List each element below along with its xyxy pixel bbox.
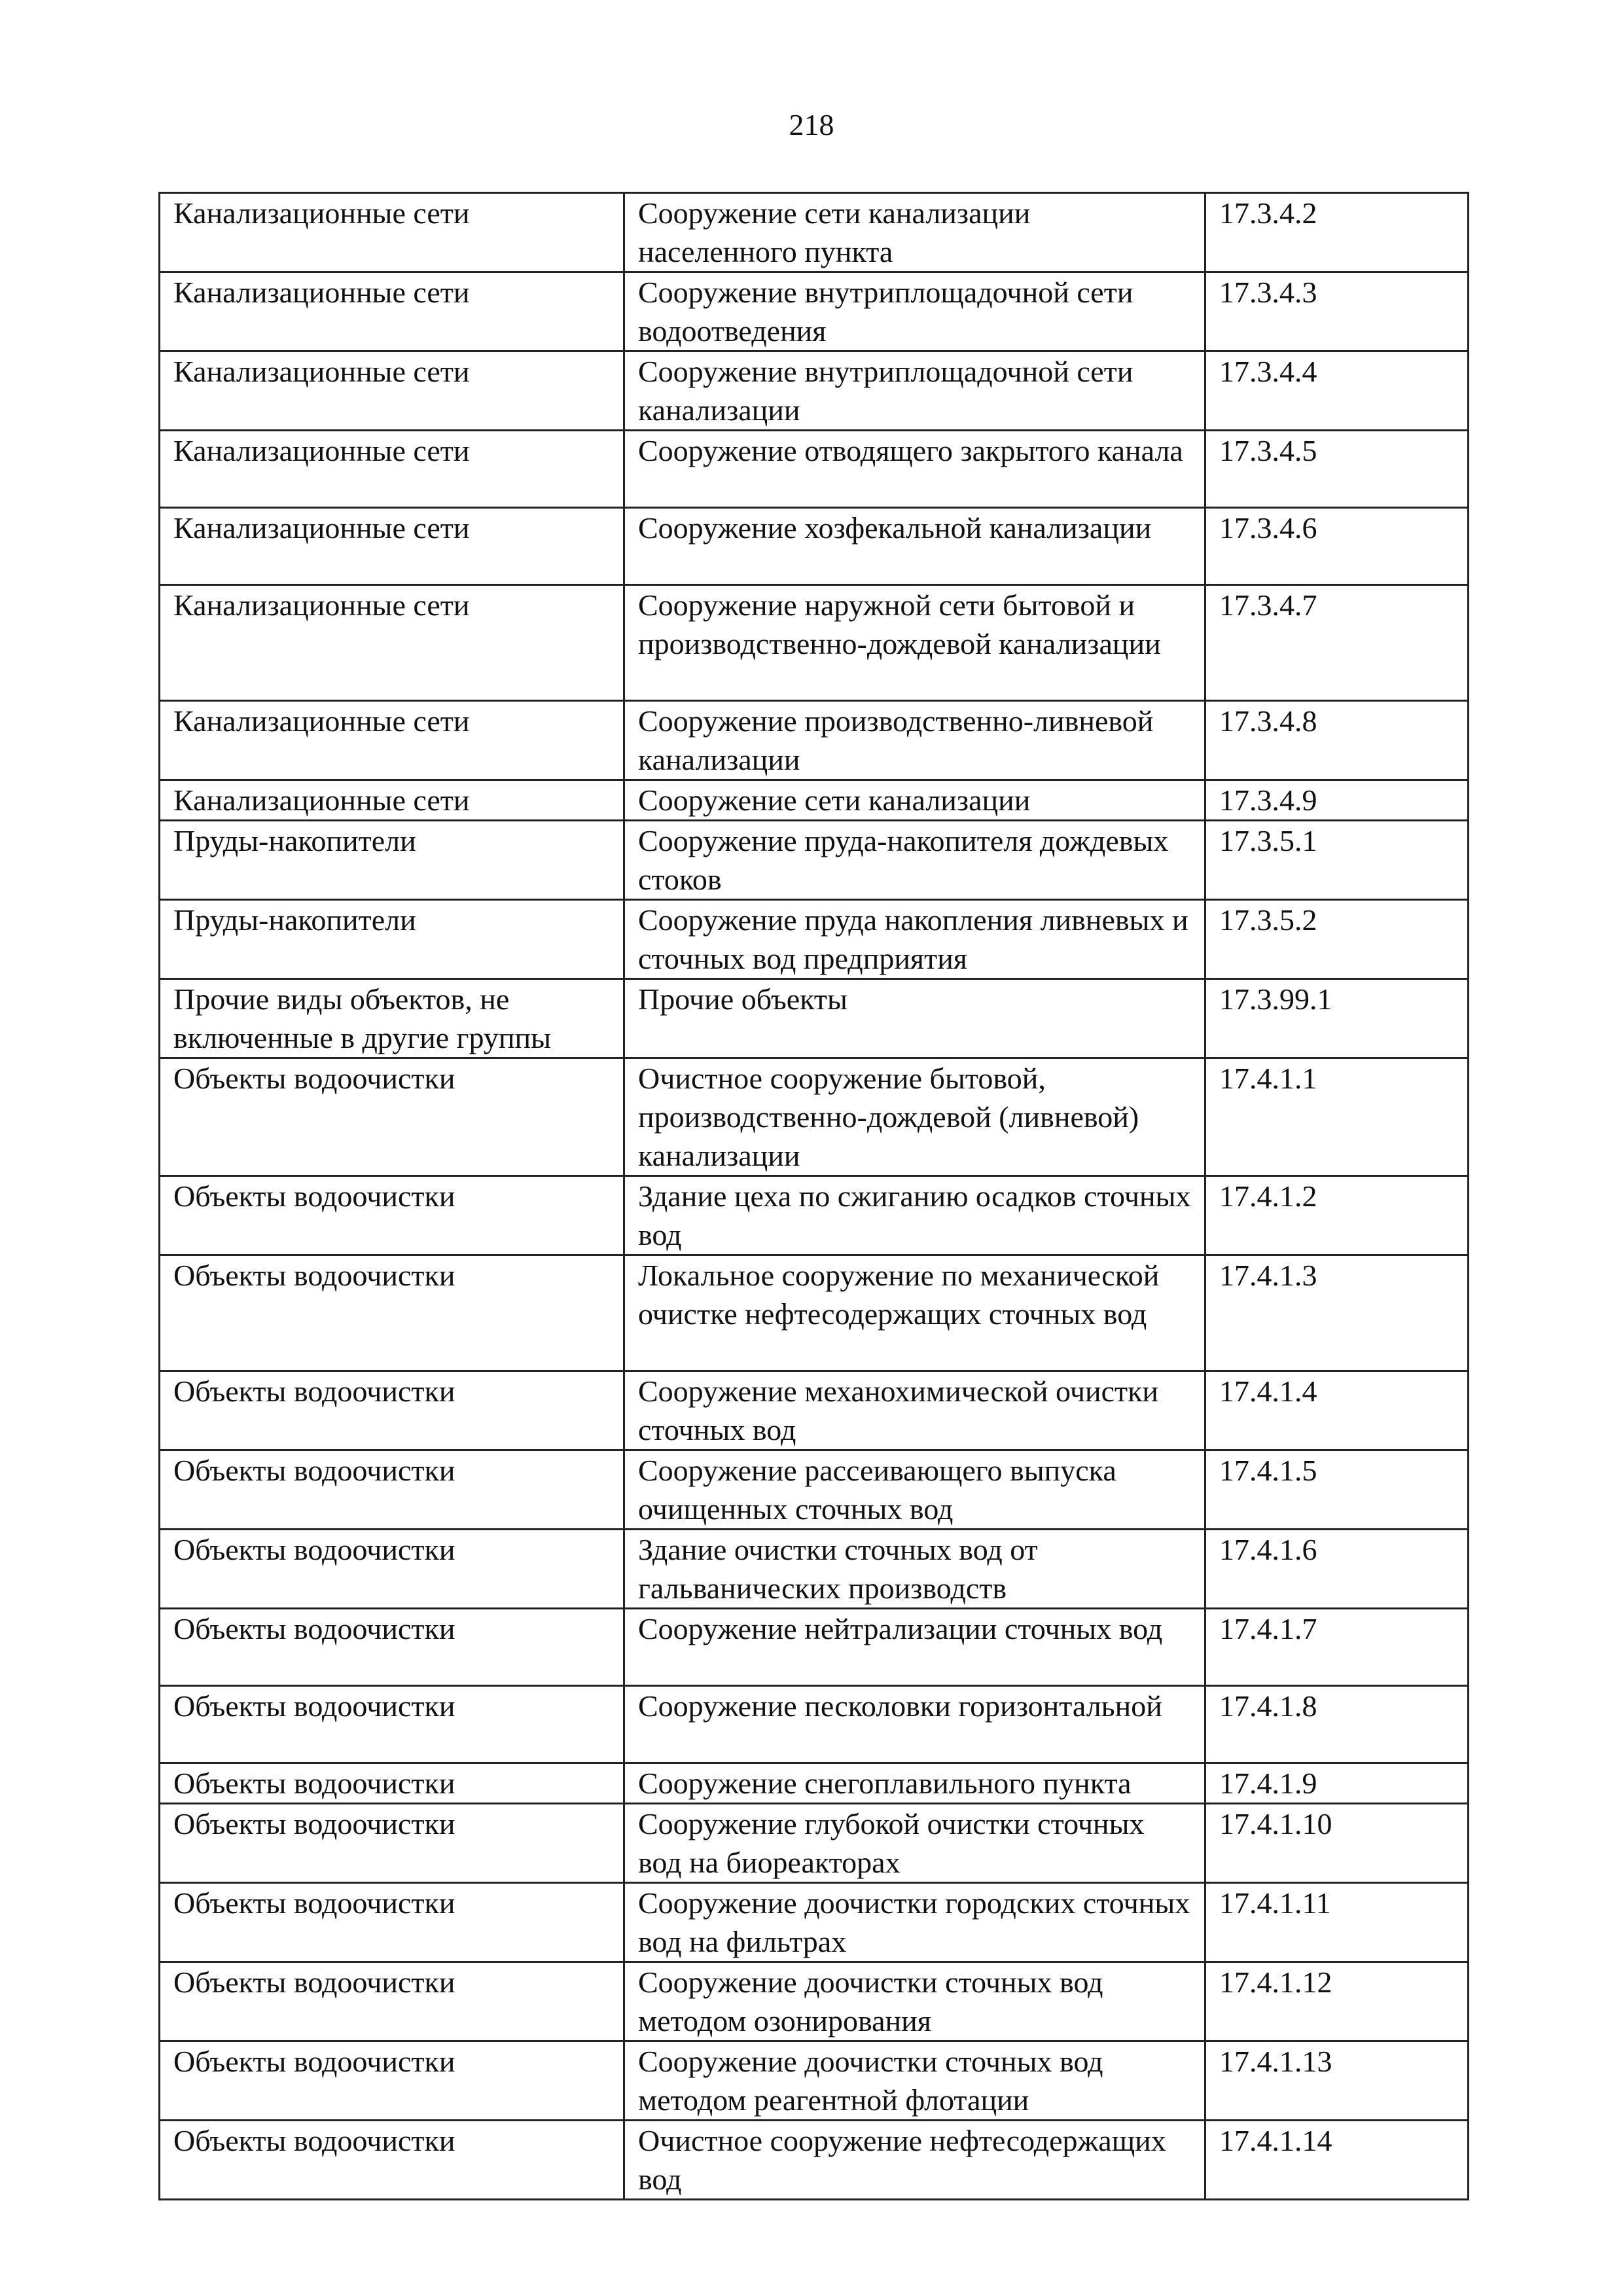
object-code-cell: 17.4.1.1 — [1205, 1058, 1469, 1176]
table-row — [160, 979, 1469, 1058]
object-name-cell: Сооружение пруда накопления ливневых и сточных вод предприятия — [624, 900, 1205, 979]
object-code-cell: 17.4.1.9 — [1205, 1763, 1469, 1804]
object-name-cell: Здание очистки сточных вод от гальванических производств — [624, 1530, 1205, 1609]
table-row — [160, 1883, 1469, 1962]
object-group-cell: Канализационные сети — [160, 431, 624, 508]
table-row — [160, 1176, 1469, 1255]
object-group-cell: Канализационные сети — [160, 193, 624, 272]
object-name-cell: Очистное сооружение бытовой, производственно-дождевой (ливневой) канализации — [624, 1058, 1205, 1176]
object-code-cell: 17.4.1.12 — [1205, 1962, 1469, 2041]
object-group-cell: Объекты водоочистки — [160, 2041, 624, 2121]
object-name-cell: Сооружение производственно-ливневой канализации — [624, 701, 1205, 780]
object-code-cell: 17.3.4.6 — [1205, 508, 1469, 585]
page-number: 218 — [789, 108, 834, 141]
object-name-cell: Локальное сооружение по механической очистке нефтесодержащих сточных вод — [624, 1255, 1205, 1371]
table-row — [160, 1255, 1469, 1371]
table-row — [160, 272, 1469, 351]
table-row — [160, 1763, 1469, 1804]
table-row — [160, 1530, 1469, 1609]
table-row — [160, 2041, 1469, 2121]
object-code-cell: 17.4.1.8 — [1205, 1686, 1469, 1763]
table-row — [160, 1962, 1469, 2041]
table-row — [160, 193, 1469, 272]
object-group-cell: Объекты водоочистки — [160, 1058, 624, 1176]
table-row — [160, 1609, 1469, 1686]
table-row — [160, 1058, 1469, 1176]
table-row — [160, 1686, 1469, 1763]
table-row — [160, 780, 1469, 821]
object-code-cell: 17.3.4.8 — [1205, 701, 1469, 780]
object-code-cell: 17.3.4.4 — [1205, 351, 1469, 431]
object-name-cell: Сооружение сети канализации — [624, 780, 1205, 821]
table-row — [160, 1371, 1469, 1450]
object-name-cell: Сооружение внутриплощадочной сети канализации — [624, 351, 1205, 431]
object-code-cell: 17.4.1.7 — [1205, 1609, 1469, 1686]
object-name-cell: Сооружение сети канализации населенного пункта — [624, 193, 1205, 272]
object-group-cell: Объекты водоочистки — [160, 1686, 624, 1763]
table-row — [160, 351, 1469, 431]
table-row — [160, 1450, 1469, 1530]
object-group-cell: Канализационные сети — [160, 701, 624, 780]
object-name-cell: Сооружение пруда-накопителя дождевых стоков — [624, 821, 1205, 900]
object-group-cell: Объекты водоочистки — [160, 1530, 624, 1609]
object-name-cell: Прочие объекты — [624, 979, 1205, 1058]
table-row — [160, 701, 1469, 780]
object-name-cell: Сооружение доочистки сточных вод методом реагентной флотации — [624, 2041, 1205, 2121]
table-row — [160, 508, 1469, 585]
object-group-cell: Пруды-накопители — [160, 821, 624, 900]
object-code-cell: 17.3.5.1 — [1205, 821, 1469, 900]
object-name-cell: Сооружение нейтрализации сточных вод — [624, 1609, 1205, 1686]
object-group-cell: Объекты водоочистки — [160, 1609, 624, 1686]
object-name-cell: Сооружение глубокой очистки сточных вод на биореакторах — [624, 1804, 1205, 1883]
object-code-cell: 17.4.1.6 — [1205, 1530, 1469, 1609]
object-group-cell: Объекты водоочистки — [160, 1962, 624, 2041]
object-code-cell: 17.4.1.2 — [1205, 1176, 1469, 1255]
object-code-cell: 17.3.4.5 — [1205, 431, 1469, 508]
object-group-cell: Объекты водоочистки — [160, 2121, 624, 2200]
object-group-cell: Канализационные сети — [160, 780, 624, 821]
object-group-cell: Объекты водоочистки — [160, 1371, 624, 1450]
object-code-cell: 17.3.4.2 — [1205, 193, 1469, 272]
object-group-cell: Объекты водоочистки — [160, 1763, 624, 1804]
object-name-cell: Здание цеха по сжиганию осадков сточных вод — [624, 1176, 1205, 1255]
object-code-cell: 17.4.1.4 — [1205, 1371, 1469, 1450]
table-row — [160, 585, 1469, 701]
object-name-cell: Сооружение рассеивающего выпуска очищенных сточных вод — [624, 1450, 1205, 1530]
object-name-cell: Сооружение хозфекальной канализации — [624, 508, 1205, 585]
object-group-cell: Объекты водоочистки — [160, 1804, 624, 1883]
object-code-cell: 17.3.4.3 — [1205, 272, 1469, 351]
table-row — [160, 1804, 1469, 1883]
object-name-cell: Сооружение механохимической очистки сточных вод — [624, 1371, 1205, 1450]
object-name-cell: Очистное сооружение нефтесодержащих вод — [624, 2121, 1205, 2200]
object-name-cell: Сооружение доочистки городских сточных вод на фильтрах — [624, 1883, 1205, 1962]
object-code-cell: 17.4.1.14 — [1205, 2121, 1469, 2200]
object-group-cell: Объекты водоочистки — [160, 1255, 624, 1371]
object-group-cell: Канализационные сети — [160, 351, 624, 431]
object-group-cell: Канализационные сети — [160, 585, 624, 701]
object-name-cell: Сооружение отводящего закрытого канала — [624, 431, 1205, 508]
object-group-cell: Канализационные сети — [160, 508, 624, 585]
object-name-cell: Сооружение наружной сети бытовой и производственно-дождевой канализации — [624, 585, 1205, 701]
object-name-cell: Сооружение доочистки сточных вод методом озонирования — [624, 1962, 1205, 2041]
object-group-cell: Объекты водоочистки — [160, 1176, 624, 1255]
object-code-cell: 17.4.1.11 — [1205, 1883, 1469, 1962]
object-name-cell: Сооружение песколовки горизонтальной — [624, 1686, 1205, 1763]
object-code-cell: 17.4.1.5 — [1205, 1450, 1469, 1530]
table-body — [160, 193, 1469, 2200]
object-group-cell: Прочие виды объектов, не включенные в другие группы — [160, 979, 624, 1058]
object-name-cell: Сооружение внутриплощадочной сети водоотведения — [624, 272, 1205, 351]
object-group-cell: Объекты водоочистки — [160, 1450, 624, 1530]
object-code-cell: 17.3.5.2 — [1205, 900, 1469, 979]
object-name-cell: Сооружение снегоплавильного пункта — [624, 1763, 1205, 1804]
table-row — [160, 2121, 1469, 2200]
object-group-cell: Объекты водоочистки — [160, 1883, 624, 1962]
table-row — [160, 900, 1469, 979]
object-code-cell: 17.4.1.3 — [1205, 1255, 1469, 1371]
object-code-cell: 17.3.4.9 — [1205, 780, 1469, 821]
classification-table — [158, 192, 1469, 2200]
table-row — [160, 821, 1469, 900]
object-group-cell: Пруды-накопители — [160, 900, 624, 979]
object-code-cell: 17.3.4.7 — [1205, 585, 1469, 701]
object-group-cell: Канализационные сети — [160, 272, 624, 351]
object-code-cell: 17.4.1.10 — [1205, 1804, 1469, 1883]
object-code-cell: 17.3.99.1 — [1205, 979, 1469, 1058]
table-row — [160, 431, 1469, 508]
object-code-cell: 17.4.1.13 — [1205, 2041, 1469, 2121]
